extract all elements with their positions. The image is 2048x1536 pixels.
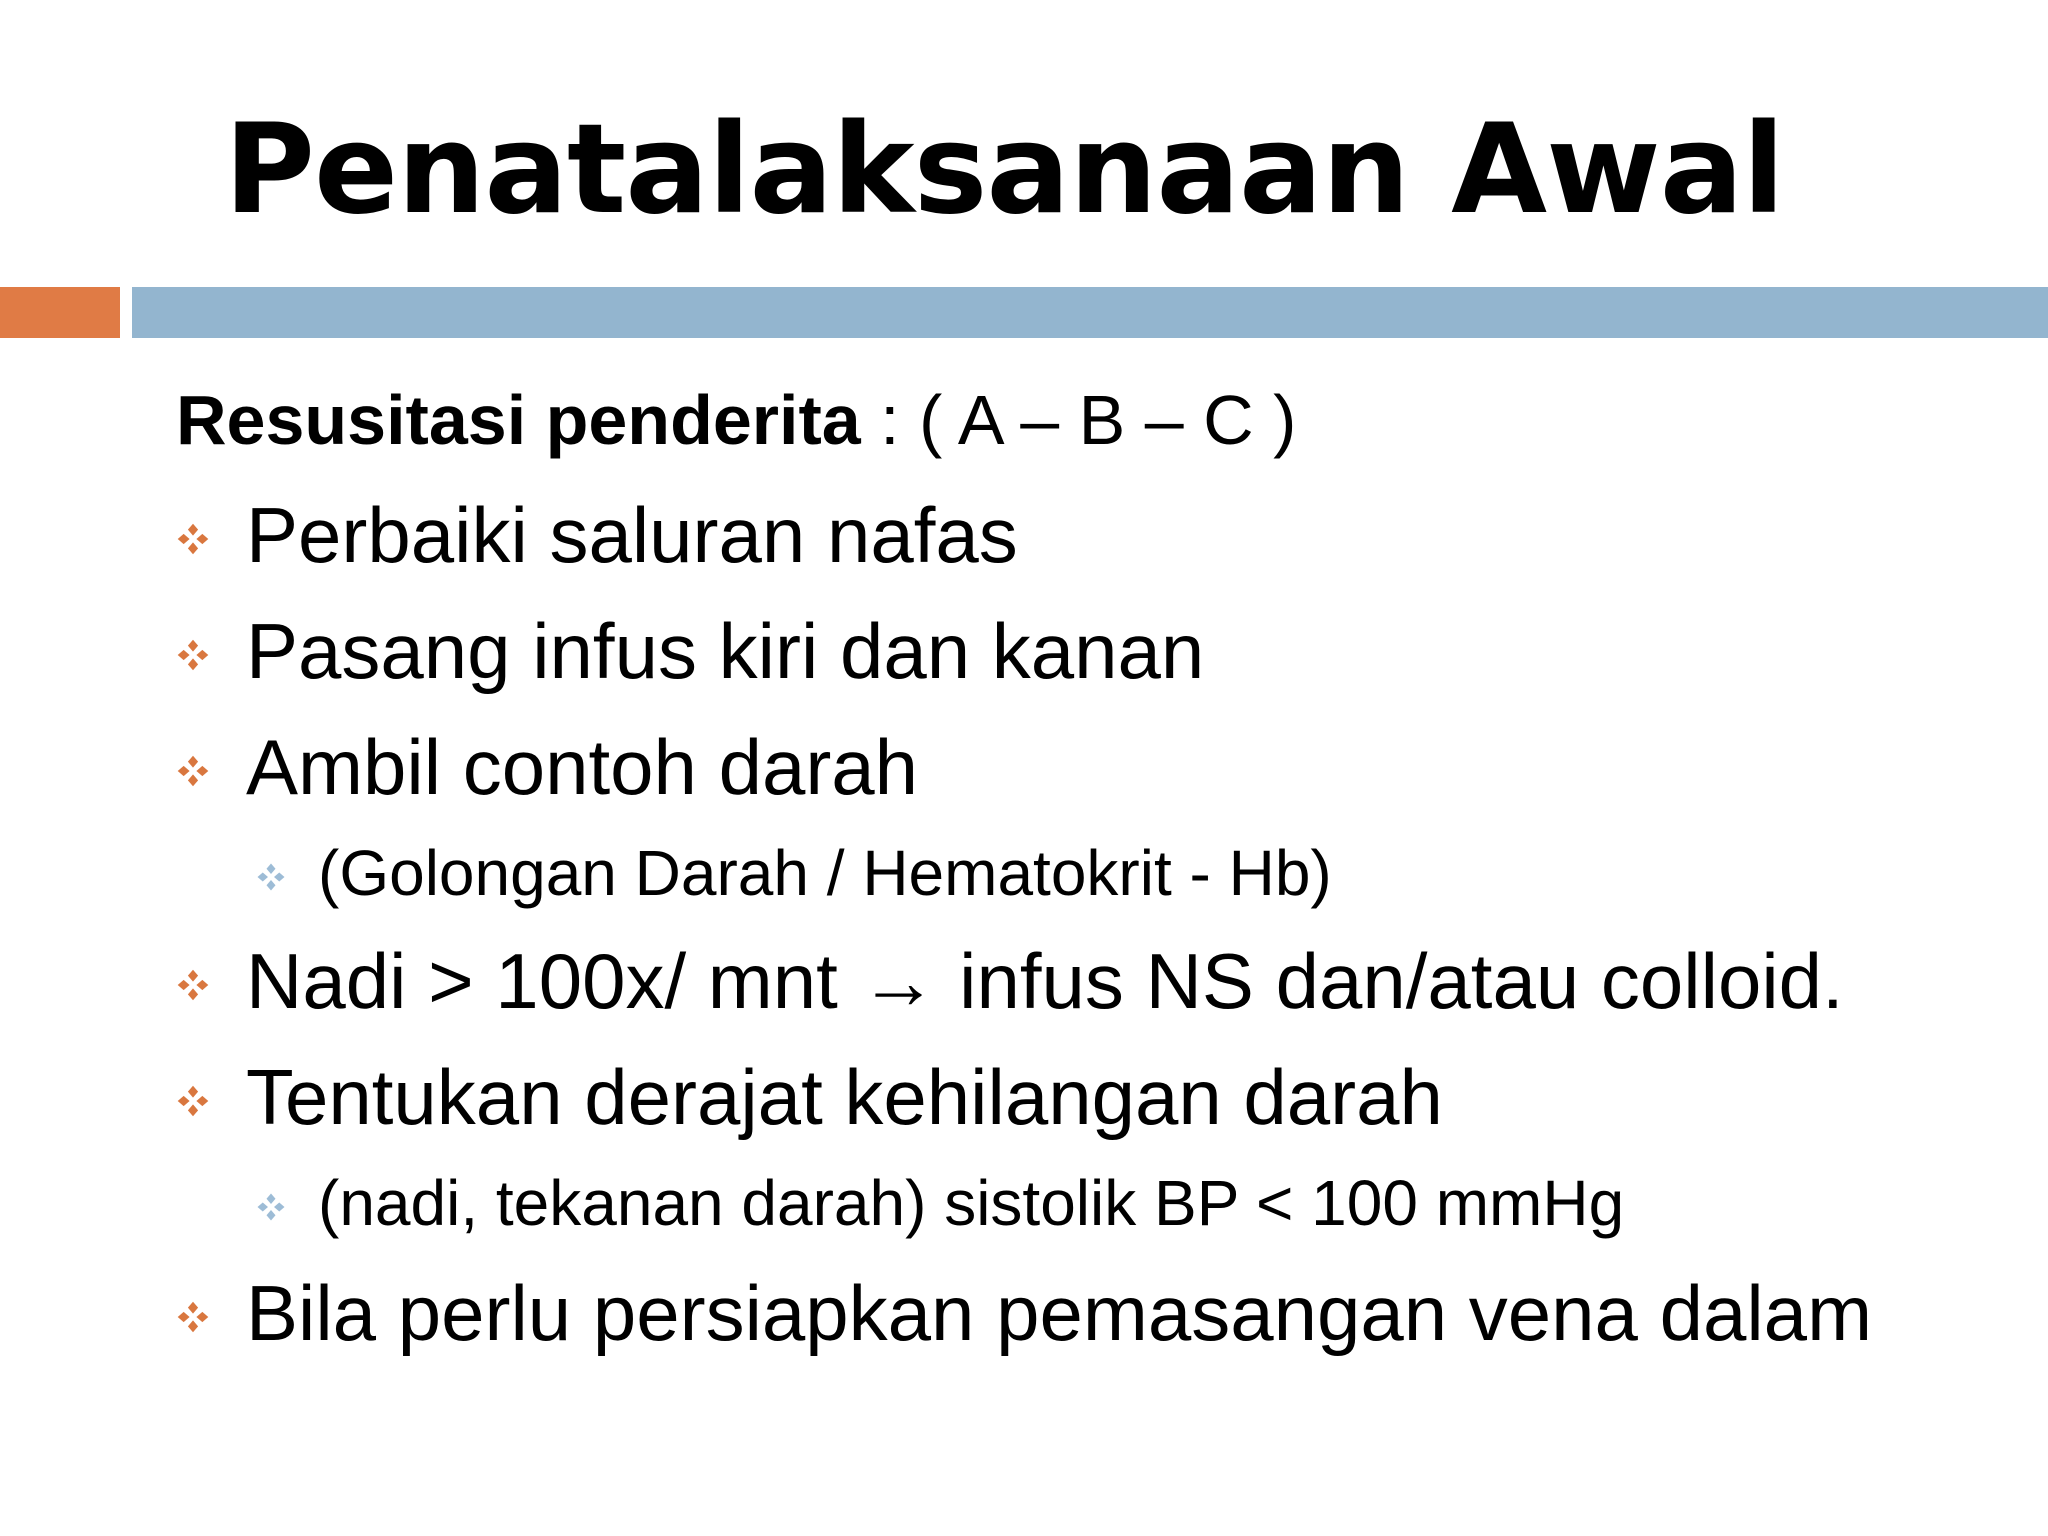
section-heading <box>176 380 1296 460</box>
bullet-item-text: Nadi > 100x/ mnt → infus NS dan/atau colloid. <box>246 937 1844 1025</box>
sub-bullet-item-text: (Golongan Darah / Hematokrit - Hb) <box>318 837 1332 909</box>
four-diamond-bullet-icon <box>256 1192 286 1222</box>
bullet-item-text: Tentukan derajat kehilangan darah <box>246 1053 1443 1141</box>
four-diamond-bullet-icon <box>176 1300 210 1334</box>
bullet-item-text: Ambil contoh darah <box>246 723 919 811</box>
bullet-item-text: Bila perlu persiapkan pemasangan vena dalam <box>246 1269 1873 1357</box>
heading-bold-text: Resusitasi penderita <box>176 381 861 459</box>
accent-bar-orange <box>0 287 120 338</box>
four-diamond-bullet-icon <box>176 1084 210 1118</box>
slide-title: Penatalaksanaan Awal <box>224 98 1784 242</box>
four-diamond-bullet-icon <box>176 522 210 556</box>
sub-bullet-item-text: (nadi, tekanan darah) sistolik BP < 100 mmHg <box>318 1167 1625 1239</box>
four-diamond-bullet-icon <box>256 862 286 892</box>
four-diamond-bullet-icon <box>176 638 210 672</box>
four-diamond-bullet-icon <box>176 968 210 1002</box>
bullet-item-text: Pasang infus kiri dan kanan <box>246 607 1205 695</box>
four-diamond-bullet-icon <box>176 754 210 788</box>
bullet-item-text: Perbaiki saluran nafas <box>246 491 1018 579</box>
accent-bar-blue <box>132 287 2048 338</box>
heading-rest-text: : ( A – B – C ) <box>860 381 1297 459</box>
